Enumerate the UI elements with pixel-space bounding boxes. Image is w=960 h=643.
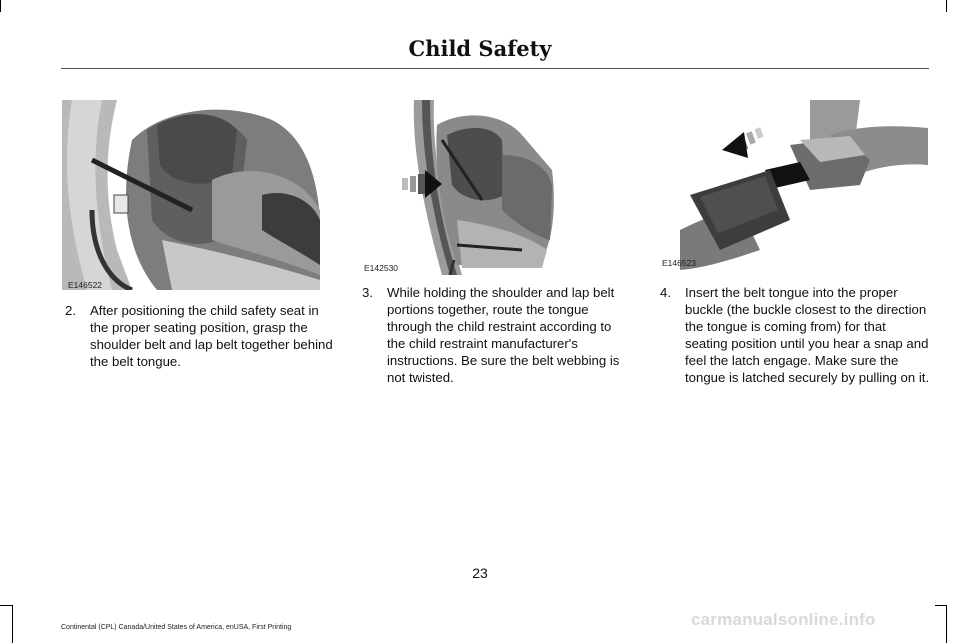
crop-mark (12, 605, 13, 643)
step-number: 3. (362, 285, 373, 300)
belt-routing-illustration (362, 100, 630, 275)
watermark: carmanualsonline.info (691, 610, 876, 629)
crop-mark (946, 605, 947, 643)
figure-child-seat-positioning (62, 100, 322, 290)
figure-id: E142530 (364, 263, 399, 273)
buckle-illustration (660, 100, 928, 270)
figure-buckle-insert (660, 100, 928, 270)
step-3 (362, 284, 632, 386)
crop-mark (946, 0, 947, 12)
step-4 (660, 284, 930, 386)
figure-id: E146523 (662, 258, 697, 268)
figure-id: E146522 (68, 280, 103, 290)
step-number: 2. (65, 303, 76, 318)
step-number: 4. (660, 285, 671, 300)
edition-footer: Continental (CPL) Canada/United States of America, enUSA, First Printing (61, 624, 292, 631)
crop-mark (0, 605, 12, 606)
step-text: While holding the shoulder and lap belt portions together, route the tongue through the child restraint according to the child restraint manufacturer's instructions. Be sure the belt webbing is not twisted. (387, 285, 620, 385)
header-rule (61, 68, 929, 69)
page-title: Child Safety (408, 36, 552, 61)
step-2 (65, 302, 340, 370)
step-text: Insert the belt tongue into the proper buckle (the buckle closest to the direction the tongue is coming from) for that seating position until you hear a snap and feel the latch engage. Make sure the tongue is latched securely by pulling on it. (685, 285, 930, 385)
page-number: 23 (472, 565, 488, 581)
step-text: After positioning the child safety seat in the proper seating position, grasp the shoulder belt and lap belt together behind the belt tongue. (90, 303, 333, 369)
crop-mark (0, 0, 1, 12)
child-seat-illustration (62, 100, 322, 290)
figure-belt-routing (362, 100, 630, 275)
